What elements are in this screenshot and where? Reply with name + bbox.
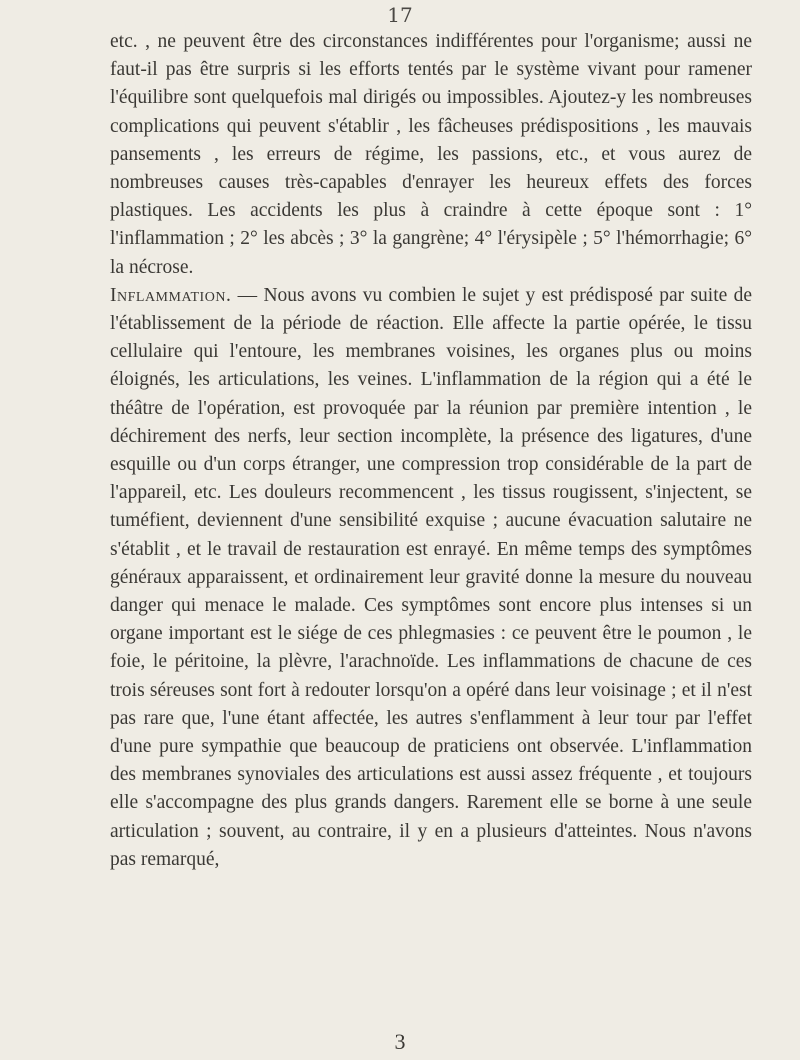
paragraph-complications: etc. , ne peuvent être des circonstances indifférentes pour l'organisme; aussi ne faut-il pas être surpris si les efforts tentés par le système vivant pour ramener l'équilibre sont quelquefois mal dirigés ou impossibles. Ajoutez-y les nombreuses complications qui peuvent s'établir , les fâcheuses prédispositions , les mauvais pansements , les erreurs de régime, les passions, etc., et vous aurez de nombreuses causes très-capables d'enrayer les heureux effets des forces plastiques. Les accidents les plus à craindre à cette époque sont : 1° l'inflammation ; 2° les abcès ; 3° la gangrène; 4° l'érysipèle ; 5° l'hémorrhagie; 6° la nécrose. xyxy=(110,31,752,278)
section-heading-inflammation: Inflammation. xyxy=(110,284,232,306)
paragraph-inflammation xyxy=(110,282,752,874)
page-number: 17 xyxy=(387,3,413,27)
paragraph-inflammation-body: — Nous avons vu combien le sujet y est prédisposé par suite de l'établissement de la période de réaction. Elle affecte la partie opérée, le tissu cellulaire qui l'entoure, les membranes voisines, les organes plus ou moins éloignés, les articulations, les veines. L'inflammation de la région qui a été le théâtre de l'opération, est provoquée par la réunion par première intention , le déchirement des nerfs, leur section incomplète, la présence des ligatures, d'une esquille ou d'un corps étranger, une compression trop considérable de la part de l'appareil, etc. Les douleurs recommencent , les tissus rougissent, s'injectent, se tuméfient, deviennent d'une sensibilité exquise ; aucune évacuation salutaire ne s'établit , et le travail de restauration est enrayé. En même temps des symptômes généraux apparaissent, et ordinairement leur gravité donne la mesure du nouveau danger qui menace le malade. Ces symptômes sont encore plus intenses si un organe important est le siége de ces phlegmasies : ce peuvent être le poumon , le foie, le péritoine, la plèvre, l'arachnoïde. Les inflammations de chacune de ces trois séreuses sont fort à redouter lorsqu'on a opéré dans leur voisinage ; et il n'est pas rare que, l'une étant affectée, les autres s'enflamment à leur tour par l'effet d'une pure sympathie que beaucoup de praticiens ont observée. L'inflammation des membranes synoviales des articulations est aussi assez fréquente , et toujours elle s'accompagne des plus grands dangers. Rarement elle se borne à une seule articulation ; souvent, au contraire, il y en a plusieurs d'atteintes. Nous n'avons pas remarqué, xyxy=(110,284,752,870)
signature-mark: 3 xyxy=(394,1029,406,1054)
body-text xyxy=(110,28,752,874)
